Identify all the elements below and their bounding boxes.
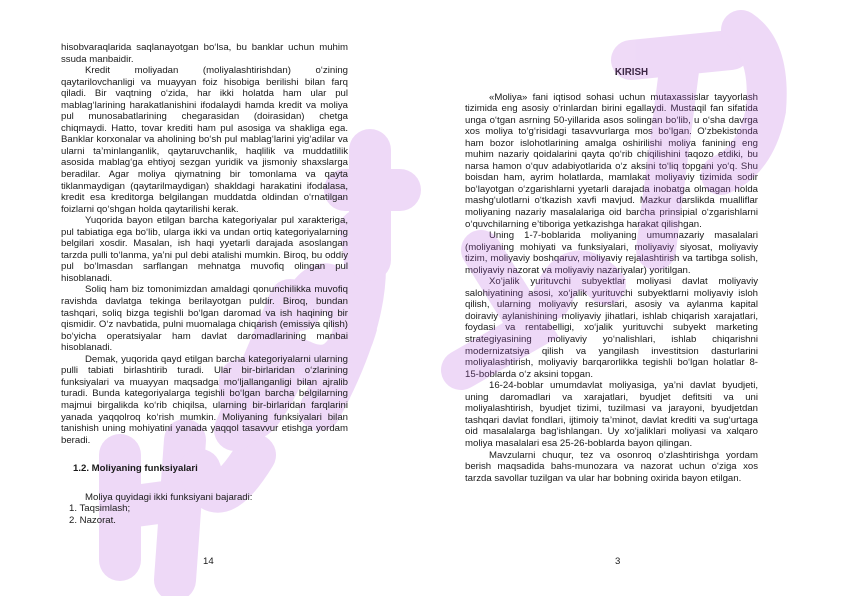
watermark-glyph-t	[345, 150, 400, 260]
right-page	[421, 0, 842, 596]
right-paragraph-4: 16-24-boblar umumdavlat moliyasiga, ya’ni davlat byudjeti, uning daromadlari va xarajatlari, byudjet defitsiti va uni moliyalashtirish, byudjet tizimi, tuzilmasi va jarayoni, byudjetdan tashqari davlat fondlari, ijtimoiy ta’minot, davlat krediti va sug‘urtaga oid masalalarga bag‘ishlangan. Uy xo‘jaliklari moliyasi va xalqaro moliya masalalari esa 25-26-boblarda bayon qilingan.	[465, 380, 758, 449]
right-paragraph-3: Xo‘jalik yurituvchi subyektlar moliyasi davlat moliyaviy salohiyatining asosi, xo‘jalik yurituvchi subyektlarni moliyaviy isloh qilish, ularning moliyaviy resurslari, asosiy va aylanma kapital doiraviy aylanishining moliyaviy jihatlari, ishlab chiqarish xarajatlari, foydasi va rentabelligi, xo‘jalik yurituvchi subyekt marketing strategiyasining moliyaviy yo‘nalishlari, ishlab chiqarishni modernizatsiya qilish va yangilash investitsion dasturlarini moliyalashtirish, moliyaviy barqarorlikka tegishli bo‘lgan holatlar 8-15-boblarda o‘z aksini topgan.	[465, 276, 758, 380]
left-paragraph-2: Kredit moliyadan (moliyalashtirishdan) o‘zining qaytarilovchanligi va muayyan foiz hisobiga berilishi bilan farq qiladi. Bir vaqtning o‘zida, har ikki holatda ham ular pul mablag‘larining harakatlanishini ifodalaydi hamda kredit va moliya pul munosabatlarining chegarasidan (doirasidan) chetga chiqmaydi. Hatto, tovar krediti ham pul asosiga va shakliga ega. Banklar korxonalar va aholining bo‘sh pul mablag‘larini yig‘adilar va ularni ta’minlanganlik, qaytaruvchanlik, haqlilik va muddatlilik asosida mablag‘ga ehtiyoj sezgan yuridik va jismoniy shaxslarga beradilar. Agar moliya qiymatning bir tomonlama va qayta tiklanmaydigan (qaytarilmaydigan) shakldagi harakatini ifodalasa, kredit esa kreditorga belgilangan muddatda oldindan o‘rnatilgan foizlarni qo‘shgan holda qaytarilishi kerak.	[61, 65, 348, 215]
left-paragraph-3: Yuqorida bayon etilgan barcha kategoriyalar pul xarakteriga, pul tabiatiga ega bo‘lib, ularga ikki va undan ortiq kategoriyalarning belgilari xosdir. Masalan, ish haqi yyetarli darajada asoslangan tarzda pulli to‘lanma, ya’ni pul debi atalishi mumkin. Biroq, bu oddiy pul bo‘lmasdan sarflangan mehnatga muvofiq olingan pul hisoblanadi.	[61, 215, 348, 284]
left-paragraph-5: Demak, yuqorida qayd etilgan barcha kategoriyalarni ularning pulli tabiati birlashtirib turadi. Ular bir-birlaridan o‘zlarining funksiyalari va muayyan maqsadga mo‘ljallanganligi bilan ajralib turadi. Bunda kategoriyalarga tegishli bo‘lgan barcha belgilarning majmui birgalikda ko‘rib chiqilsa, ularning bir-birlaridan farqlarini yanada yaqqolroq ko‘rish mumkin. Moliyaning funksiyalari bilan tanishish uning mohiyatini yanada yaqqol tasavvur etishga yordam beradi.	[61, 353, 348, 446]
left-text-column	[61, 42, 348, 526]
page-number-left: 14	[203, 556, 214, 567]
functions-list	[61, 503, 348, 526]
left-paragraph-4: Soliq ham biz tomonimizdan amaldagi qonunchilikka muvofiq ravishda davlatga tekinga berilayotgan puldir. Biroq, bundan tashqari, soliq bizga tegishli bo‘lgan daromad va ish haqining bir qismidir. O‘z navbatida, pulni muomalaga chiqarish (emissiya qilish) bo‘yicha operatsiyalar ham davlat daromadlarining manbai hisoblanadi.	[61, 284, 348, 354]
left-paragraph-1: hisobvaraqlarida saqlanayotgan bo‘lsa, bu banklar uchun muhim ssuda manbaidir.	[61, 42, 348, 65]
list-item: 2. Nazorat.	[69, 514, 116, 526]
section-heading: 1.2. Moliyaning funksiyalari	[73, 463, 198, 475]
kirish-heading: KIRISH	[614, 67, 649, 78]
page-number-right: 3	[615, 556, 621, 567]
right-paragraph-1: «Moliya» fani iqtisod sohasi uchun mutaxassislar tayyorlash tizimida eng asosiy o‘rinlardan birini egallaydi. Mustaqil fan sifatida unga o‘tgan asrning 50-yillarida asos solingan bo‘lib, u o‘sha davrga xos moliya to‘g‘risidagi tasavvurlarga mos bo‘lgan. O‘zbekistonda ham bozor islohotlarining amalga oshirilishi moliya fanining eng muhim nazariy qoidalarini qayta qo‘rib chiqilishini taqozo etdiki, bu narsa hamon o‘quv adabiyotlarida o‘z aksini to‘liq topgani yo‘q. Shu boisdan ham, ayrim holatlarda, mamlakat moliyaviy tizimida sodir bo‘layotgan o‘zgarishlarni yyetarli darajada inobatga olmagan holda mashg‘ulotlarni o‘tkazish xavfi mavjud. Mazkur darslikda mualliflar moliyaning nazariy masalalariga oid barcha prinsipial o‘zgarishlarni o‘quvchilarning e’tiboriga yetkazishga harakat qilishgan.	[465, 91, 758, 230]
functions-intro: Moliya quyidagi ikki funksiyani bajaradi:	[85, 491, 253, 503]
right-paragraph-2: Uning 1-7-boblarida moliyaning umumnazariy masalalari (moliyaning mohiyati va funksiyalari, moliyaviy siyosat, moliyaviy tizim, moliyaviy boshqaruv, moliyaviy rejalashtirish va tartibga solish, moliyaviy nazorat va moliyaviy nazariyalar) yoritilgan.	[465, 230, 758, 276]
right-text-column	[465, 67, 758, 484]
list-item: 1. Taqsimlash;	[69, 503, 131, 515]
right-paragraph-5: Mavzularni chuqur, tez va osonroq o‘zlashtirishga yordam berish maqsadida bahs-munozara va nazorat uchun o‘ziga xos tarzda savollar tuzilgan va ular har bobning oxirida bayon etilgan.	[465, 449, 758, 484]
